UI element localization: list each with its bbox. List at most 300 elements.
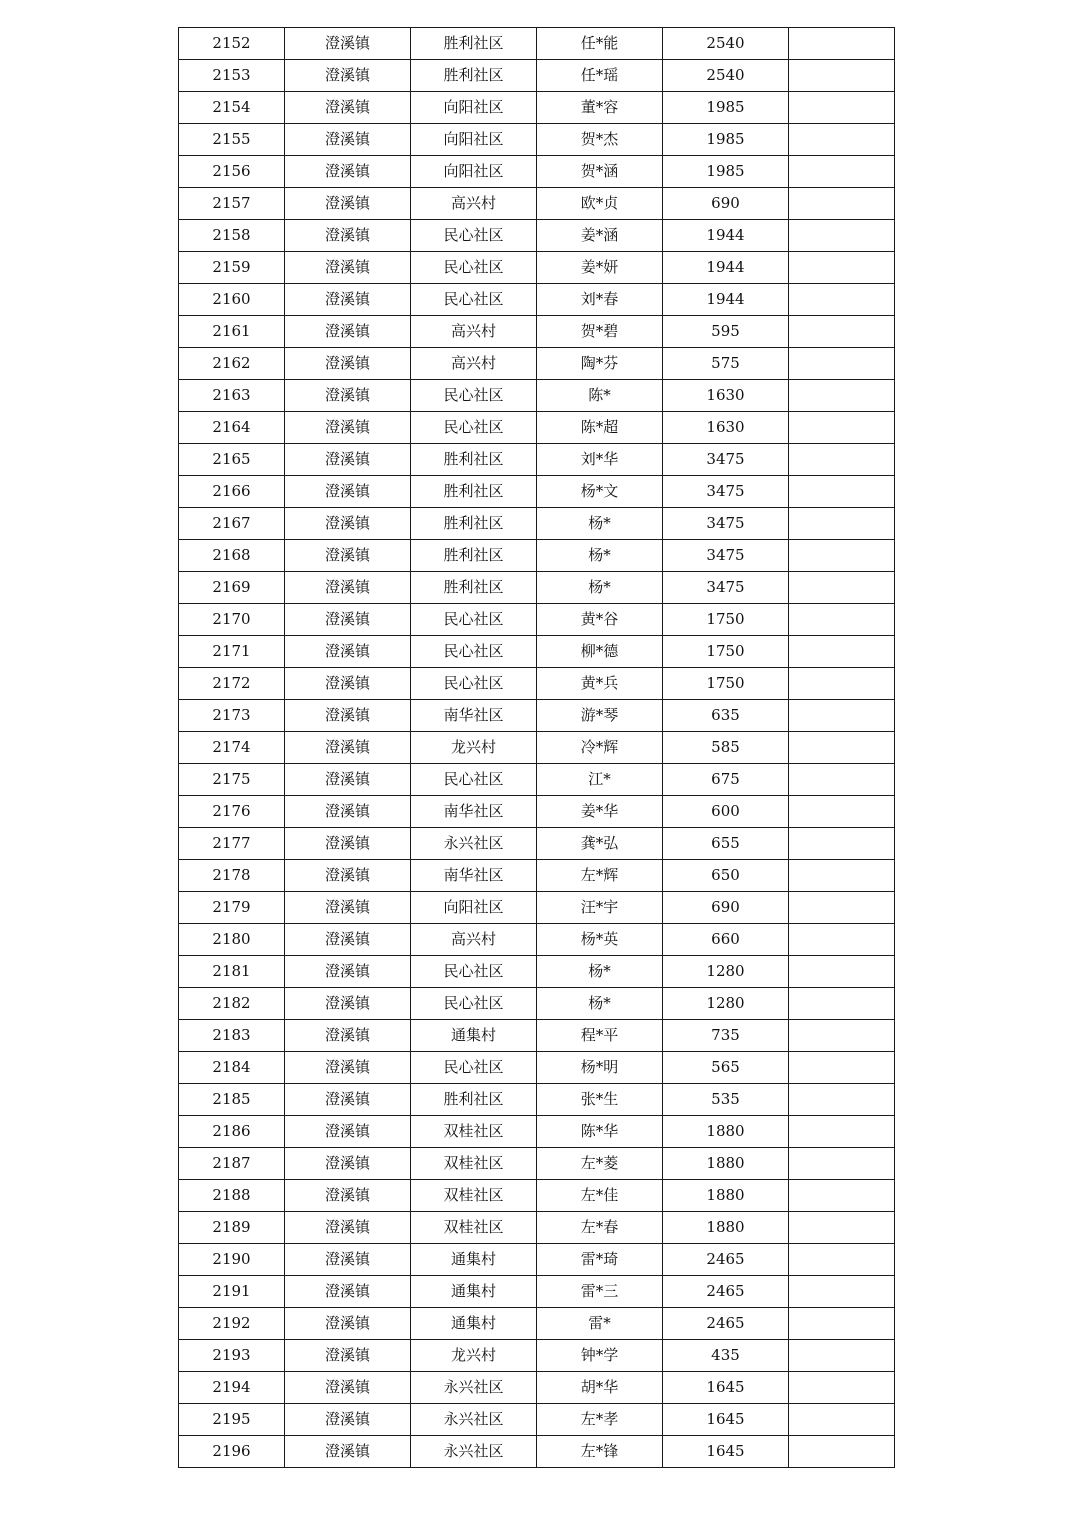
row-number-cell: 2153 — [179, 60, 285, 92]
community-cell: 民心社区 — [411, 668, 537, 700]
table-row — [179, 764, 895, 796]
town-cell: 澄溪镇 — [285, 828, 411, 860]
community-cell: 永兴社区 — [411, 1372, 537, 1404]
table-row — [179, 1052, 895, 1084]
amount-cell: 2540 — [663, 28, 789, 60]
remark-cell — [789, 188, 895, 220]
town-cell: 澄溪镇 — [285, 1212, 411, 1244]
town-cell: 澄溪镇 — [285, 252, 411, 284]
town-cell: 澄溪镇 — [285, 1404, 411, 1436]
remark-cell — [789, 476, 895, 508]
remark-cell — [789, 412, 895, 444]
town-cell: 澄溪镇 — [285, 124, 411, 156]
table-body — [179, 28, 895, 1468]
town-cell: 澄溪镇 — [285, 924, 411, 956]
community-cell: 双桂社区 — [411, 1212, 537, 1244]
amount-cell: 2465 — [663, 1308, 789, 1340]
town-cell: 澄溪镇 — [285, 1276, 411, 1308]
remark-cell — [789, 668, 895, 700]
town-cell: 澄溪镇 — [285, 1148, 411, 1180]
amount-cell: 565 — [663, 1052, 789, 1084]
remark-cell — [789, 1020, 895, 1052]
remark-cell — [789, 924, 895, 956]
table-row — [179, 1404, 895, 1436]
town-cell: 澄溪镇 — [285, 1308, 411, 1340]
community-cell: 胜利社区 — [411, 1084, 537, 1116]
name-cell: 左*孝 — [537, 1404, 663, 1436]
beneficiary-table — [178, 27, 895, 1468]
table-row — [179, 1020, 895, 1052]
table-row — [179, 1276, 895, 1308]
town-cell: 澄溪镇 — [285, 412, 411, 444]
row-number-cell: 2163 — [179, 380, 285, 412]
name-cell: 汪*宇 — [537, 892, 663, 924]
remark-cell — [789, 444, 895, 476]
community-cell: 双桂社区 — [411, 1180, 537, 1212]
name-cell: 陈*超 — [537, 412, 663, 444]
row-number-cell: 2159 — [179, 252, 285, 284]
remark-cell — [789, 636, 895, 668]
remark-cell — [789, 60, 895, 92]
town-cell: 澄溪镇 — [285, 476, 411, 508]
amount-cell: 650 — [663, 860, 789, 892]
table-row — [179, 188, 895, 220]
table-row — [179, 700, 895, 732]
amount-cell: 1750 — [663, 604, 789, 636]
name-cell: 姜*涵 — [537, 220, 663, 252]
town-cell: 澄溪镇 — [285, 1244, 411, 1276]
name-cell: 柳*德 — [537, 636, 663, 668]
table-row — [179, 1436, 895, 1468]
town-cell: 澄溪镇 — [285, 1116, 411, 1148]
name-cell: 左*佳 — [537, 1180, 663, 1212]
table-row — [179, 1148, 895, 1180]
amount-cell: 1280 — [663, 956, 789, 988]
town-cell: 澄溪镇 — [285, 764, 411, 796]
remark-cell — [789, 1244, 895, 1276]
amount-cell: 595 — [663, 316, 789, 348]
community-cell: 民心社区 — [411, 380, 537, 412]
remark-cell — [789, 1212, 895, 1244]
remark-cell — [789, 1340, 895, 1372]
remark-cell — [789, 796, 895, 828]
row-number-cell: 2152 — [179, 28, 285, 60]
row-number-cell: 2165 — [179, 444, 285, 476]
community-cell: 民心社区 — [411, 988, 537, 1020]
town-cell: 澄溪镇 — [285, 572, 411, 604]
remark-cell — [789, 92, 895, 124]
community-cell: 民心社区 — [411, 1052, 537, 1084]
community-cell: 胜利社区 — [411, 572, 537, 604]
table-row — [179, 156, 895, 188]
town-cell: 澄溪镇 — [285, 220, 411, 252]
town-cell: 澄溪镇 — [285, 668, 411, 700]
name-cell: 刘*华 — [537, 444, 663, 476]
amount-cell: 1985 — [663, 124, 789, 156]
name-cell: 左*辉 — [537, 860, 663, 892]
row-number-cell: 2167 — [179, 508, 285, 540]
row-number-cell: 2162 — [179, 348, 285, 380]
table-row — [179, 988, 895, 1020]
name-cell: 姜*妍 — [537, 252, 663, 284]
remark-cell — [789, 764, 895, 796]
community-cell: 胜利社区 — [411, 444, 537, 476]
town-cell: 澄溪镇 — [285, 1020, 411, 1052]
row-number-cell: 2166 — [179, 476, 285, 508]
remark-cell — [789, 1180, 895, 1212]
community-cell: 胜利社区 — [411, 508, 537, 540]
amount-cell: 1944 — [663, 284, 789, 316]
town-cell: 澄溪镇 — [285, 1372, 411, 1404]
table-row — [179, 348, 895, 380]
remark-cell — [789, 892, 895, 924]
row-number-cell: 2193 — [179, 1340, 285, 1372]
name-cell: 龚*弘 — [537, 828, 663, 860]
amount-cell: 655 — [663, 828, 789, 860]
table-row — [179, 604, 895, 636]
row-number-cell: 2168 — [179, 540, 285, 572]
table-row — [179, 1212, 895, 1244]
name-cell: 钟*学 — [537, 1340, 663, 1372]
community-cell: 民心社区 — [411, 956, 537, 988]
community-cell: 向阳社区 — [411, 892, 537, 924]
name-cell: 任*能 — [537, 28, 663, 60]
remark-cell — [789, 732, 895, 764]
name-cell: 游*琴 — [537, 700, 663, 732]
row-number-cell: 2192 — [179, 1308, 285, 1340]
community-cell: 龙兴村 — [411, 1340, 537, 1372]
amount-cell: 1280 — [663, 988, 789, 1020]
community-cell: 通集村 — [411, 1020, 537, 1052]
community-cell: 向阳社区 — [411, 124, 537, 156]
row-number-cell: 2189 — [179, 1212, 285, 1244]
town-cell: 澄溪镇 — [285, 380, 411, 412]
community-cell: 龙兴村 — [411, 732, 537, 764]
amount-cell: 585 — [663, 732, 789, 764]
remark-cell — [789, 700, 895, 732]
community-cell: 胜利社区 — [411, 476, 537, 508]
town-cell: 澄溪镇 — [285, 636, 411, 668]
town-cell: 澄溪镇 — [285, 156, 411, 188]
remark-cell — [789, 540, 895, 572]
town-cell: 澄溪镇 — [285, 1052, 411, 1084]
amount-cell: 1645 — [663, 1436, 789, 1468]
row-number-cell: 2169 — [179, 572, 285, 604]
name-cell: 杨* — [537, 540, 663, 572]
name-cell: 杨* — [537, 956, 663, 988]
name-cell: 张*生 — [537, 1084, 663, 1116]
name-cell: 黄*兵 — [537, 668, 663, 700]
row-number-cell: 2175 — [179, 764, 285, 796]
row-number-cell: 2178 — [179, 860, 285, 892]
name-cell: 雷*琦 — [537, 1244, 663, 1276]
name-cell: 陶*芬 — [537, 348, 663, 380]
row-number-cell: 2161 — [179, 316, 285, 348]
table-row — [179, 220, 895, 252]
community-cell: 民心社区 — [411, 636, 537, 668]
amount-cell: 1985 — [663, 156, 789, 188]
table-row — [179, 28, 895, 60]
row-number-cell: 2155 — [179, 124, 285, 156]
remark-cell — [789, 1436, 895, 1468]
row-number-cell: 2180 — [179, 924, 285, 956]
town-cell: 澄溪镇 — [285, 796, 411, 828]
community-cell: 向阳社区 — [411, 92, 537, 124]
community-cell: 双桂社区 — [411, 1116, 537, 1148]
name-cell: 杨*明 — [537, 1052, 663, 1084]
table-row — [179, 380, 895, 412]
name-cell: 胡*华 — [537, 1372, 663, 1404]
remark-cell — [789, 220, 895, 252]
amount-cell: 1750 — [663, 668, 789, 700]
remark-cell — [789, 252, 895, 284]
table-row — [179, 860, 895, 892]
amount-cell: 3475 — [663, 508, 789, 540]
row-number-cell: 2184 — [179, 1052, 285, 1084]
table-row — [179, 1308, 895, 1340]
name-cell: 贺*涵 — [537, 156, 663, 188]
table-row — [179, 92, 895, 124]
name-cell: 左*春 — [537, 1212, 663, 1244]
name-cell: 欧*贞 — [537, 188, 663, 220]
name-cell: 左*锋 — [537, 1436, 663, 1468]
community-cell: 永兴社区 — [411, 828, 537, 860]
community-cell: 民心社区 — [411, 604, 537, 636]
remark-cell — [789, 1116, 895, 1148]
table-row — [179, 1180, 895, 1212]
remark-cell — [789, 1308, 895, 1340]
amount-cell: 1880 — [663, 1212, 789, 1244]
table-row — [179, 444, 895, 476]
table-row — [179, 636, 895, 668]
name-cell: 贺*碧 — [537, 316, 663, 348]
row-number-cell: 2183 — [179, 1020, 285, 1052]
table-row — [179, 412, 895, 444]
town-cell: 澄溪镇 — [285, 316, 411, 348]
table-row — [179, 828, 895, 860]
row-number-cell: 2174 — [179, 732, 285, 764]
community-cell: 永兴社区 — [411, 1404, 537, 1436]
remark-cell — [789, 572, 895, 604]
name-cell: 刘*春 — [537, 284, 663, 316]
community-cell: 高兴村 — [411, 188, 537, 220]
amount-cell: 1630 — [663, 412, 789, 444]
community-cell: 向阳社区 — [411, 156, 537, 188]
table-row — [179, 508, 895, 540]
remark-cell — [789, 1404, 895, 1436]
row-number-cell: 2187 — [179, 1148, 285, 1180]
amount-cell: 2465 — [663, 1244, 789, 1276]
community-cell: 民心社区 — [411, 284, 537, 316]
remark-cell — [789, 28, 895, 60]
row-number-cell: 2196 — [179, 1436, 285, 1468]
amount-cell: 1645 — [663, 1372, 789, 1404]
town-cell: 澄溪镇 — [285, 988, 411, 1020]
row-number-cell: 2172 — [179, 668, 285, 700]
row-number-cell: 2190 — [179, 1244, 285, 1276]
table-row — [179, 1084, 895, 1116]
amount-cell: 3475 — [663, 540, 789, 572]
community-cell: 通集村 — [411, 1308, 537, 1340]
remark-cell — [789, 380, 895, 412]
remark-cell — [789, 284, 895, 316]
remark-cell — [789, 604, 895, 636]
community-cell: 高兴村 — [411, 348, 537, 380]
town-cell: 澄溪镇 — [285, 860, 411, 892]
town-cell: 澄溪镇 — [285, 956, 411, 988]
amount-cell: 435 — [663, 1340, 789, 1372]
row-number-cell: 2179 — [179, 892, 285, 924]
table-row — [179, 892, 895, 924]
row-number-cell: 2173 — [179, 700, 285, 732]
remark-cell — [789, 348, 895, 380]
name-cell: 杨* — [537, 508, 663, 540]
name-cell: 冷*辉 — [537, 732, 663, 764]
table-row — [179, 1340, 895, 1372]
amount-cell: 1985 — [663, 92, 789, 124]
community-cell: 南华社区 — [411, 700, 537, 732]
table-row — [179, 252, 895, 284]
town-cell: 澄溪镇 — [285, 28, 411, 60]
town-cell: 澄溪镇 — [285, 1180, 411, 1212]
community-cell: 南华社区 — [411, 860, 537, 892]
table-row — [179, 1372, 895, 1404]
amount-cell: 2465 — [663, 1276, 789, 1308]
name-cell: 董*容 — [537, 92, 663, 124]
row-number-cell: 2156 — [179, 156, 285, 188]
amount-cell: 1630 — [663, 380, 789, 412]
community-cell: 民心社区 — [411, 412, 537, 444]
amount-cell: 660 — [663, 924, 789, 956]
row-number-cell: 2170 — [179, 604, 285, 636]
row-number-cell: 2154 — [179, 92, 285, 124]
table-row — [179, 60, 895, 92]
amount-cell: 1645 — [663, 1404, 789, 1436]
remark-cell — [789, 1052, 895, 1084]
name-cell: 江* — [537, 764, 663, 796]
name-cell: 杨*英 — [537, 924, 663, 956]
remark-cell — [789, 1372, 895, 1404]
town-cell: 澄溪镇 — [285, 1084, 411, 1116]
town-cell: 澄溪镇 — [285, 540, 411, 572]
row-number-cell: 2160 — [179, 284, 285, 316]
amount-cell: 600 — [663, 796, 789, 828]
row-number-cell: 2185 — [179, 1084, 285, 1116]
amount-cell: 535 — [663, 1084, 789, 1116]
town-cell: 澄溪镇 — [285, 700, 411, 732]
amount-cell: 690 — [663, 188, 789, 220]
name-cell: 杨* — [537, 572, 663, 604]
amount-cell: 3475 — [663, 572, 789, 604]
amount-cell: 1880 — [663, 1180, 789, 1212]
town-cell: 澄溪镇 — [285, 508, 411, 540]
amount-cell: 635 — [663, 700, 789, 732]
table-row — [179, 924, 895, 956]
town-cell: 澄溪镇 — [285, 732, 411, 764]
town-cell: 澄溪镇 — [285, 60, 411, 92]
table-row — [179, 572, 895, 604]
remark-cell — [789, 1148, 895, 1180]
row-number-cell: 2182 — [179, 988, 285, 1020]
row-number-cell: 2157 — [179, 188, 285, 220]
row-number-cell: 2171 — [179, 636, 285, 668]
table-row — [179, 732, 895, 764]
row-number-cell: 2195 — [179, 1404, 285, 1436]
amount-cell: 1880 — [663, 1148, 789, 1180]
name-cell: 陈*华 — [537, 1116, 663, 1148]
row-number-cell: 2177 — [179, 828, 285, 860]
amount-cell: 1944 — [663, 252, 789, 284]
table-row — [179, 668, 895, 700]
town-cell: 澄溪镇 — [285, 1340, 411, 1372]
table-row — [179, 284, 895, 316]
amount-cell: 3475 — [663, 476, 789, 508]
remark-cell — [789, 860, 895, 892]
town-cell: 澄溪镇 — [285, 892, 411, 924]
community-cell: 胜利社区 — [411, 540, 537, 572]
row-number-cell: 2176 — [179, 796, 285, 828]
community-cell: 胜利社区 — [411, 60, 537, 92]
remark-cell — [789, 828, 895, 860]
town-cell: 澄溪镇 — [285, 284, 411, 316]
table-row — [179, 316, 895, 348]
row-number-cell: 2158 — [179, 220, 285, 252]
amount-cell: 2540 — [663, 60, 789, 92]
community-cell: 永兴社区 — [411, 1436, 537, 1468]
remark-cell — [789, 1276, 895, 1308]
row-number-cell: 2186 — [179, 1116, 285, 1148]
amount-cell: 3475 — [663, 444, 789, 476]
remark-cell — [789, 124, 895, 156]
table-row — [179, 1116, 895, 1148]
amount-cell: 690 — [663, 892, 789, 924]
community-cell: 高兴村 — [411, 316, 537, 348]
community-cell: 胜利社区 — [411, 28, 537, 60]
remark-cell — [789, 956, 895, 988]
row-number-cell: 2191 — [179, 1276, 285, 1308]
name-cell: 雷* — [537, 1308, 663, 1340]
remark-cell — [789, 316, 895, 348]
row-number-cell: 2181 — [179, 956, 285, 988]
remark-cell — [789, 1084, 895, 1116]
table-row — [179, 1244, 895, 1276]
community-cell: 民心社区 — [411, 764, 537, 796]
community-cell: 通集村 — [411, 1244, 537, 1276]
table-row — [179, 796, 895, 828]
name-cell: 陈* — [537, 380, 663, 412]
name-cell: 贺*杰 — [537, 124, 663, 156]
table-row — [179, 540, 895, 572]
name-cell: 杨*文 — [537, 476, 663, 508]
row-number-cell: 2188 — [179, 1180, 285, 1212]
amount-cell: 575 — [663, 348, 789, 380]
community-cell: 高兴村 — [411, 924, 537, 956]
row-number-cell: 2194 — [179, 1372, 285, 1404]
community-cell: 通集村 — [411, 1276, 537, 1308]
remark-cell — [789, 156, 895, 188]
amount-cell: 1880 — [663, 1116, 789, 1148]
town-cell: 澄溪镇 — [285, 604, 411, 636]
town-cell: 澄溪镇 — [285, 188, 411, 220]
amount-cell: 735 — [663, 1020, 789, 1052]
community-cell: 民心社区 — [411, 252, 537, 284]
amount-cell: 675 — [663, 764, 789, 796]
community-cell: 南华社区 — [411, 796, 537, 828]
name-cell: 任*瑶 — [537, 60, 663, 92]
town-cell: 澄溪镇 — [285, 348, 411, 380]
name-cell: 姜*华 — [537, 796, 663, 828]
town-cell: 澄溪镇 — [285, 1436, 411, 1468]
